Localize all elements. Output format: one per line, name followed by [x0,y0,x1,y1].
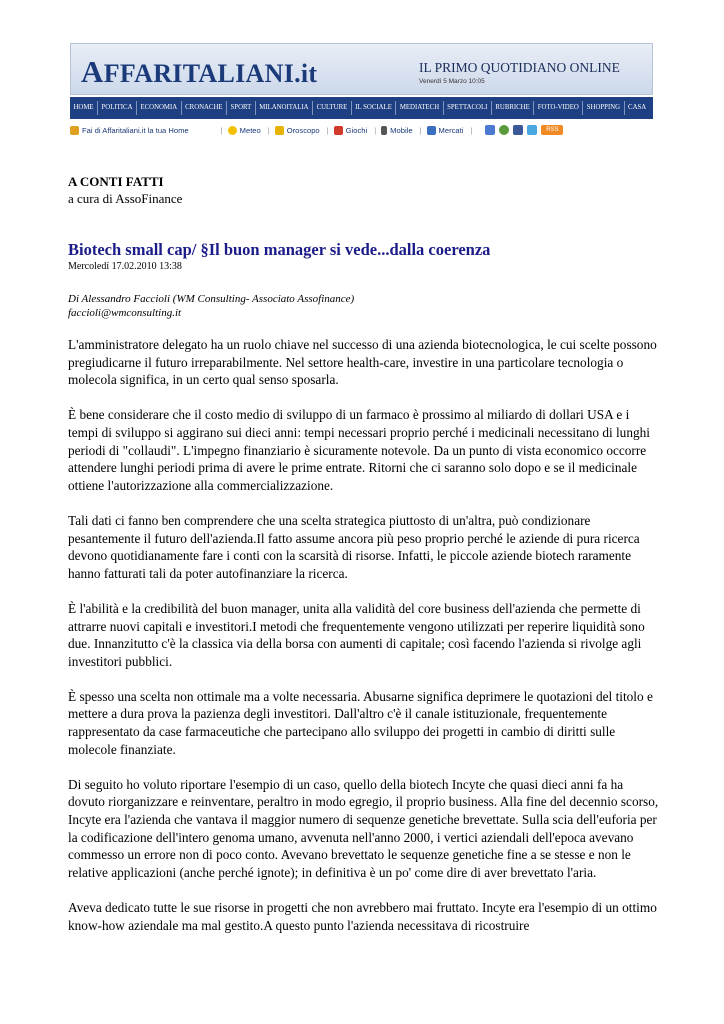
meteo-link[interactable]: Meteo [228,126,261,135]
article-paragraph: Di seguito ho voluto riportare l'esempio di un caso, quello della biotech Incyte che quasi dieci anni fa ha dovuto riorganizzare e reinventare, peraltro in modo egregio, il proprio business. Alla fine del decennio scorso, Incyte era l'azienda che vantava il maggior numero di sequenze genetiche brevettate. Sulla scia dell'euforia per la codificazione dell'intero genoma umano, avvenuta nell'anno 2000, i vertici aziendali dell'epoca avevano commesso un errore non di poco conto. Avevano brevettato le sequenze genetiche fine a se stesse e non le relative applicazioni (anche perché ignote); in definitiva è un po' come dire di aver brevettato l'aria. [68,776,659,880]
giochi-link[interactable]: Giochi [334,126,368,135]
nav-item-sport[interactable]: SPORT [227,101,256,115]
column-title: A CONTI FATTI [68,174,164,189]
nav-item-foto-video[interactable]: FOTO-VIDEO [534,101,583,115]
article-paragraph: Tali dati ci fanno ben comprendere che una scelta strategica piuttosto di un'altra, può condizionare pesantemente il futuro dell'azienda.Il fatto assume ancora più peso proprio perché le aziende di pura ricerca devono quotidianamente fare i conti con la scarsità di risorse. Infatti, le piccole aziende biotech raramente hanno fatturati tali da poter autofinanziare la ricerca. [68,512,640,581]
site-logo[interactable]: AFFARITALIANI.it [81,54,318,89]
header-date: Venerdì 5 Marzo 10:05 [419,78,485,85]
separator: | [419,125,422,135]
article-paragraph: È bene considerare che il costo medio di sviluppo di un farmaco è prossimo al miliardo di dollari USA e i tempi di sviluppo si aggirano sui dieci anni: tempi necessari proprio perché i medicinali necessitano di lunghi periodi di "collaudi". L'impegno finanziario è sicuramente notevole. Da un punto di vista economico occorre attendere lunghi periodi prima di avere le prime entrate. Ritorni che ci saranno solo dopo e se il medicinale ottiene l'autorizzazione alla commercializzazione. [68,407,650,493]
nav-item-politica[interactable]: POLITICA [98,101,137,115]
article-paragraph: L'amministratore delegato ha un ruolo chiave nel successo di una azienda biotecnologica, le cui scelte possono pregiudicarne il futuro irreparabilmente. Nel settore health-care, investire in una particolare tecnologia o molecola significa, in un certo qual senso sposarla. [68,337,657,388]
nav-item-milanoitalia[interactable]: MILANOITALIA [256,101,313,115]
nav-item-cronache[interactable]: CRONACHE [182,101,227,115]
rss-icon[interactable]: RSS [541,125,563,135]
twitter-icon[interactable] [527,125,537,135]
nav-item-shopping[interactable]: SHOPPING [583,101,624,115]
nav-item-casa[interactable]: CASA [628,104,647,111]
site-banner [70,43,653,95]
nav-item-il-sociale[interactable]: IL SOCIALE [352,101,397,115]
main-nav [70,97,653,119]
nav-item-spettacoli[interactable]: SPETTACOLI [444,101,492,115]
separator: | [267,125,270,135]
nav-item-home[interactable]: HOME [70,101,98,115]
column-heading [68,174,182,207]
puzzle-icon [334,126,343,135]
phone-icon [381,126,387,135]
article-paragraph: Aveva dedicato tutte le sue risorse in progetti che non avrebbero mai fruttato. Incyte era l'esempio di un ottimo know-how aziendale ma mal gestito.A questo punto l'azienda necessitava di ricostruire [68,900,657,933]
google-icon[interactable] [485,125,495,135]
oroscopo-link[interactable]: Oroscopo [275,126,320,135]
article-paragraph: È spesso una scelta non ottimale ma a volte necessaria. Abusarne significa deprimere le quotazioni del titolo e mettere a dura prova la pazienza degli investitori. Dall'altro c'è il canale istituzionale, frequentemente rappresentato da case farmaceutiche che partecipano allo sviluppo dei progetti in cambio di diritti sulle molecole finanziate. [68,688,653,757]
nav-item-rubriche[interactable]: RUBRICHE [492,101,534,115]
weather-icon [228,126,237,135]
facebook-icon[interactable] [513,125,523,135]
author-line: Di Alessandro Faccioli (WM Consulting- Associato Assofinance) [68,293,355,305]
nav-item-culture[interactable]: CULTURE [313,101,352,115]
utility-toolbar [70,121,653,139]
separator: | [470,125,473,135]
separator: | [374,125,377,135]
chart-icon [427,126,436,135]
nav-item-mediatech[interactable]: MEDIATECH [396,101,443,115]
article-headline: Biotech small cap/ §Il buon manager si vede...dalla coerenza [68,240,491,259]
mobile-link[interactable]: Mobile [381,126,412,135]
mercati-link[interactable]: Mercati [427,126,464,135]
set-homepage-link[interactable]: Fai di Affaritaliani.it la tua Home [70,126,189,135]
bookmark-icon[interactable] [499,125,509,135]
separator: | [326,125,329,135]
column-subtitle: a cura di AssoFinance [68,191,183,206]
article-body [68,336,662,952]
separator: | [220,125,223,135]
home-icon [70,126,79,135]
article-byline [68,292,354,320]
author-email[interactable]: faccioli@wmconsulting.it [68,307,182,319]
star-icon [275,126,284,135]
nav-item-economia[interactable]: ECONOMIA [137,101,182,115]
article-date: Mercoledí 17.02.2010 13:38 [68,261,182,272]
article-paragraph: È l'abilità e la credibilità del buon manager, unita alla validità del core business dell'azienda che permette di attrarre nuovi capitali e investitori.I metodi che frequentemente vengono utilizzati per reperire liquidità sono due. Innanzitutto c'è la classica via della borsa con aumenti di capitale; così facendo l'azienda si rivolge agli investitori pubblici. [68,600,645,669]
social-links [481,125,563,135]
site-tagline: IL PRIMO QUOTIDIANO ONLINE [419,60,620,75]
